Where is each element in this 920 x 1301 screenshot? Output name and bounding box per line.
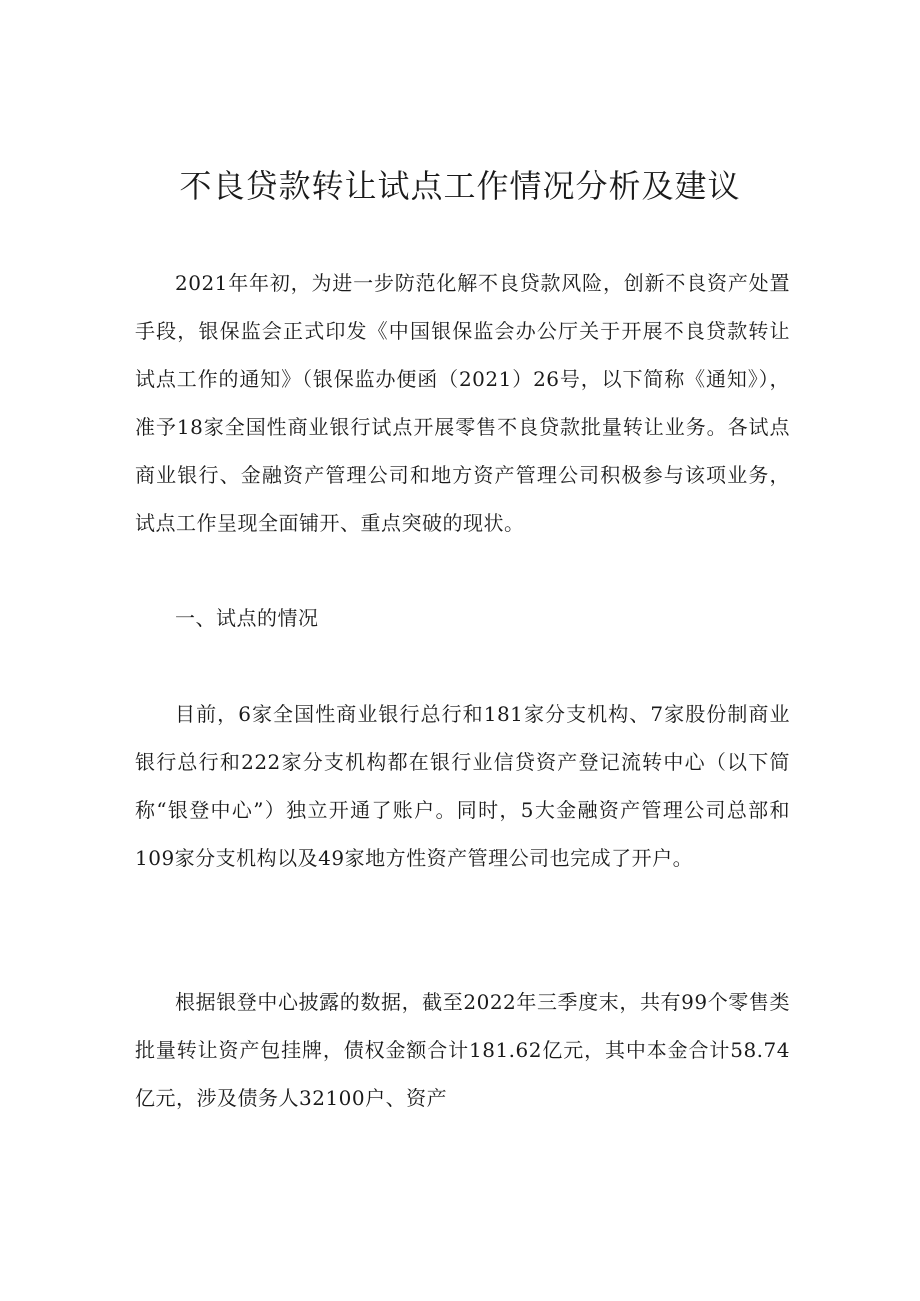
- paragraph-data: 根据银登中心披露的数据，截至2022年三季度末，共有99个零售类批量转让资产包挂牌，债权金额合计181.62亿元，其中本金合计58.74亿元，涉及债务人32100户、资产: [135, 990, 790, 1110]
- document-title: 不良贷款转让试点工作情况分析及建议: [179, 167, 741, 205]
- paragraph-accounts: 目前，6家全国性商业银行总行和181家分支机构、7家股份制商业银行总行和222家分支机构都在银行业信贷资产登记流转中心（以下简称“银登中心”）独立开通了账户。同时，5大金融资产管理公司总部和109家分支机构以及49家地方性资产管理公司也完成了开户。: [135, 702, 790, 870]
- paragraph-intro: 2021年年初，为进一步防范化解不良贷款风险，创新不良资产处置手段，银保监会正式印发《中国银保监会办公厅关于开展不良贷款转让试点工作的通知》（银保监办便函（2021）26号，以下简称《通知》），准予18家全国性商业银行试点开展零售不良贷款批量转让业务。各试点商业银行、金融资产管理公司和地方资产管理公司积极参与该项业务，试点工作呈现全面铺开、重点突破的现状。: [135, 271, 790, 535]
- section-heading: 一、试点的情况: [175, 606, 319, 630]
